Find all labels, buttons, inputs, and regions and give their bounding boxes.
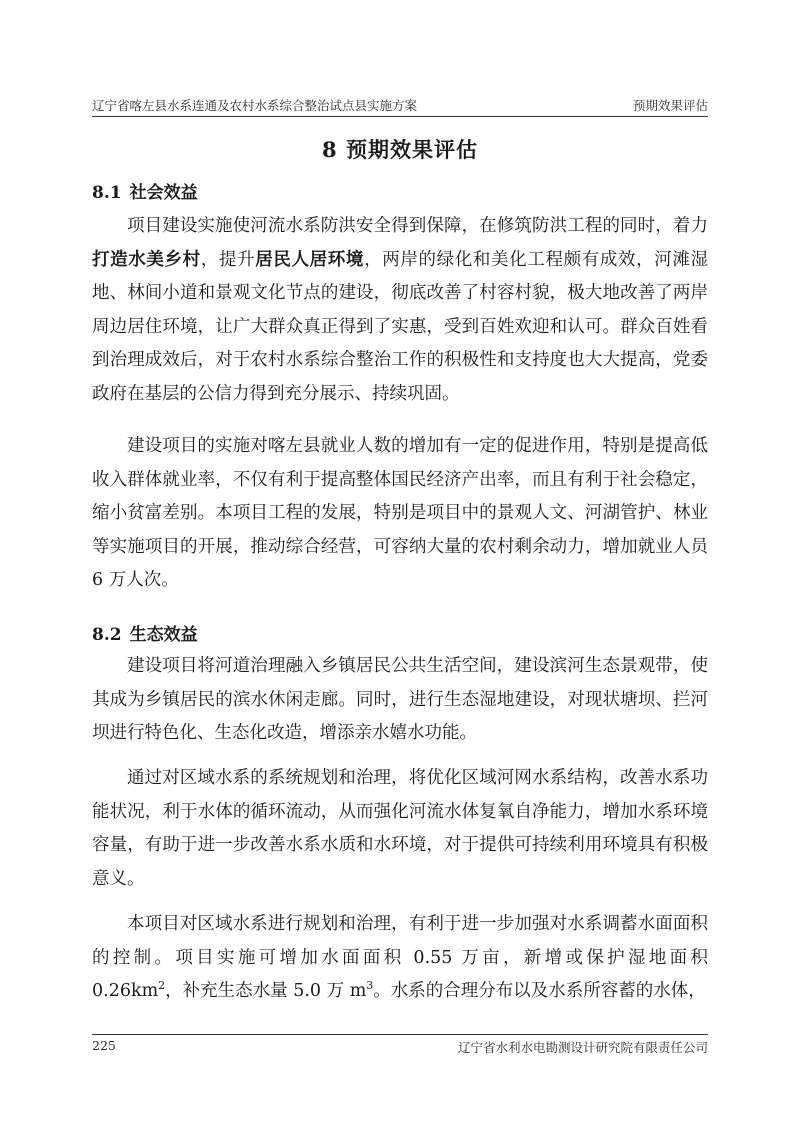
bold-phrase: 居民人居环境 bbox=[255, 249, 365, 270]
superscript: 3 bbox=[366, 979, 374, 993]
page-number: 225 bbox=[92, 1038, 116, 1053]
paragraph-social-2: 建设项目的实施对喀左县就业人数的增加有一定的促进作用，特别是提高低收入群体就业率，不仅有利于提高整体国民经济产出率，而且有利于社会稳定，缩小贫富差别。本项目工程的发展，特别是项目中的景观人文、河湖管护、林业等实施项目的开展，推动综合经营，可容纳大量的农村剩余动力，增加就业人员 6 万人次。 bbox=[92, 436, 708, 591]
footer-divider bbox=[92, 1034, 708, 1035]
bold-phrase: 打造水美乡村 bbox=[92, 249, 201, 270]
header-divider bbox=[92, 116, 708, 117]
paragraph-eco-3 bbox=[92, 908, 708, 1009]
text-run: 。水系的合理分布以及水系所容蓄的水体， bbox=[373, 981, 706, 1002]
section-title: 生态效益 bbox=[129, 625, 198, 645]
text-run: ，提升 bbox=[200, 249, 256, 270]
section-number: 8.1 bbox=[92, 183, 122, 203]
paragraph-eco-1: 建设项目将河道治理融入乡镇居民公共生活空间，建设滨河生态景观带，使其成为乡镇居民的滨水休闲走廊。同时，进行生态湿地建设，对现状塘坝、拦河坝进行特色化、生态化改造，增添亲水嬉水功能。 bbox=[92, 656, 708, 744]
paragraph-eco-2: 通过对区域水系的系统规划和治理，将优化区域河网水系结构，改善水系功能状况，利于水体的循环流动，从而强化河流水体复氧自净能力，增加水系环境容量，有助于进一步改善水系水质和水环境，对于提供可持续利用环境具有积极意义。 bbox=[92, 768, 708, 889]
section-title: 社会效益 bbox=[129, 183, 198, 203]
text-run: ，补充生态水量 5.0 万 m bbox=[165, 981, 367, 1002]
text-run: ，两岸的绿化和美化工程颇有成效，河滩湿地、林间小道和景观文化节点的建设，彻底改善了村容村貌，极大地改善了两岸周边居住环境，让广大群众真正得到了实惠，受到百姓欢迎和认可。群众百姓看到治理成效后，对于农村水系综合整治工作的积极性和支持度也大大提高，党委政府在基层的公信力得到充分展示、持续巩固。 bbox=[92, 249, 709, 404]
footer-organization: 辽宁省水利水电勘测设计研究院有限责任公司 bbox=[457, 1040, 708, 1055]
running-header bbox=[92, 92, 708, 114]
running-footer bbox=[92, 1038, 708, 1056]
header-chapter-name: 预期效果评估 bbox=[632, 98, 708, 113]
section-heading-8-2 bbox=[92, 620, 198, 645]
text-run: 项目建设实施使河流水系防洪安全得到保障，在修筑防洪工程的同时，着力 bbox=[127, 216, 708, 236]
header-document-title: 辽宁省喀左县水系连通及农村水系综合整治试点县实施方案 bbox=[92, 98, 418, 113]
superscript: 2 bbox=[158, 979, 166, 993]
section-number: 8.2 bbox=[92, 625, 122, 645]
section-heading-8-1 bbox=[92, 178, 198, 203]
text-run: 本项目对区域水系进行规划和治理，有利于进一步加强对水系调蓄水面面积的控制。项目实施可增加水面面积 0.55 万亩，新增或保护湿地面积 0.26km bbox=[92, 914, 708, 1002]
paragraph-social-1 bbox=[92, 210, 708, 412]
chapter-title: 8 预期效果评估 bbox=[322, 137, 478, 162]
